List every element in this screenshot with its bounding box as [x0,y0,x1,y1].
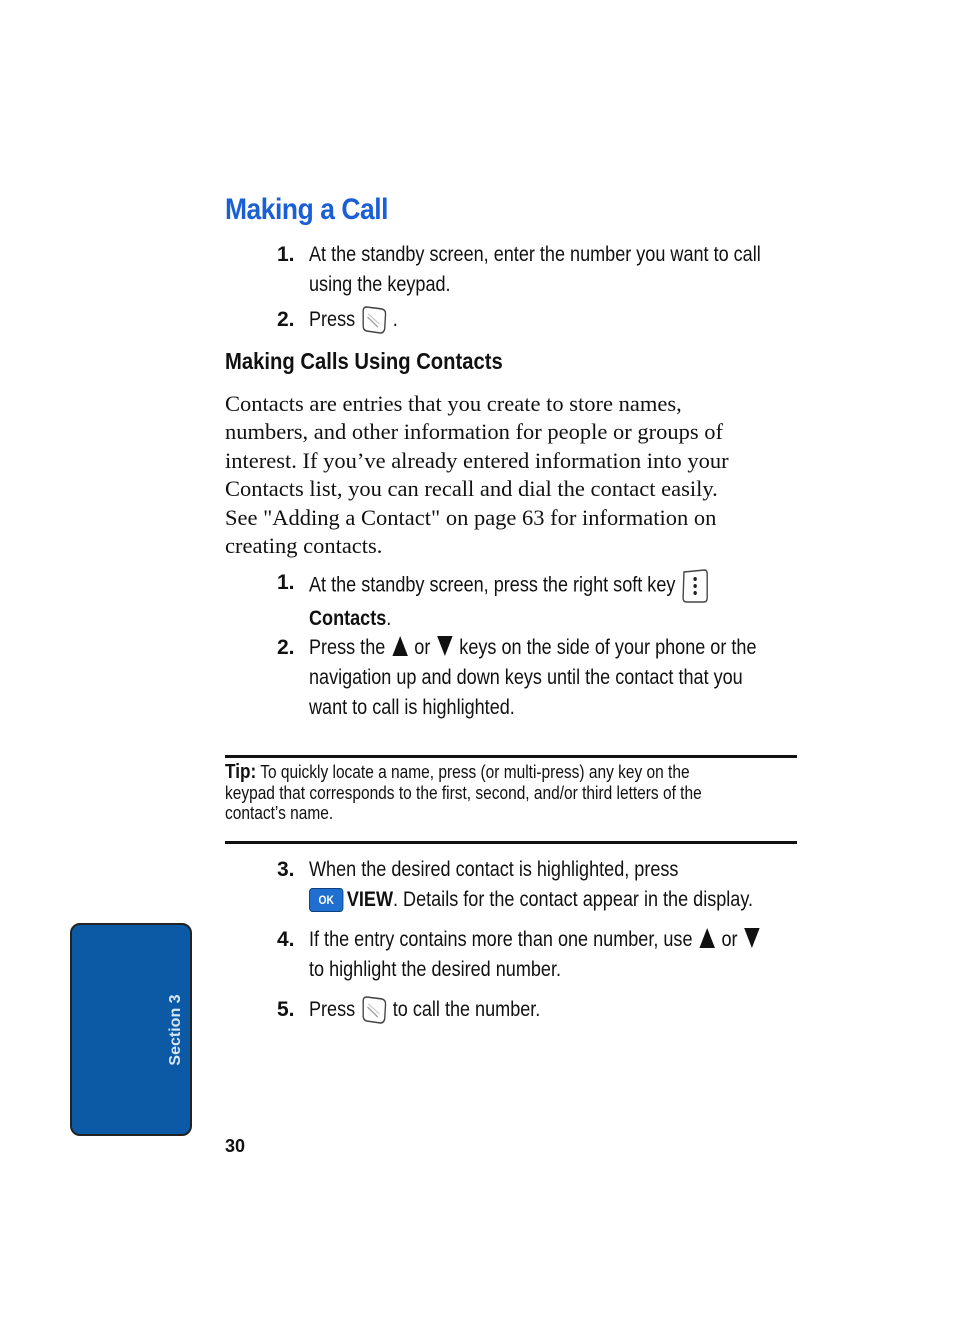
step-bold-text: VIEW [346,888,393,911]
tip-label: Tip: [225,761,257,783]
step-number: 2. [277,308,295,331]
step-text: . [392,308,398,331]
paragraph-line: numbers, and other information for people or groups of [225,419,723,445]
tip-text: keypad that corresponds to the first, second, and/or third letters of the [225,782,702,803]
up-arrow-icon [392,636,407,656]
step-text: to highlight the desired number. [309,958,562,981]
ok-key-icon [309,888,343,912]
step-text: to call the number. [392,998,541,1021]
step-number: 2. [277,636,295,659]
step-text: At the standby screen, press the right soft key [309,573,676,597]
step-number: 4. [277,928,295,951]
page-number: 30 [225,1136,246,1156]
paragraph-line: Contacts are entries that you create to store names, [225,391,682,416]
send-key-icon [360,305,388,335]
step-number: 3. [277,858,295,881]
tip-text: contact’s name. [225,803,334,823]
step-text: or [414,636,431,659]
send-key-icon [360,995,388,1025]
step-text: . Details for the contact appear in the display. [392,888,754,911]
paragraph-line: interest. If you’ve already entered information into your [225,447,729,473]
down-arrow-icon [437,636,452,656]
paragraph-line: Contacts list, you can recall and dial the contact easily. [225,476,718,502]
section-subheading: Making Calls Using Contacts [225,348,503,374]
divider [225,755,797,758]
tip-note [225,762,775,824]
paragraph-line: See "Adding a Contact" on page 63 for information on [225,504,717,530]
up-arrow-icon [699,928,714,948]
step-bold-text: Contacts [309,607,387,630]
ok-key-label: OK [318,893,334,908]
step-text: keys on the side of your phone or the [459,636,757,659]
step-number: 5. [277,998,295,1021]
page-title: Making a Call [225,193,388,226]
step-text: . [386,607,392,630]
step-number: 1. [277,243,295,266]
section-tab-label: Section 3 [167,994,184,1066]
step-text: If the entry contains more than one number, use [309,928,693,951]
right-soft-key-icon [680,568,709,604]
tip-text: To quickly locate a name, press (or multi-press) any key on the [256,762,690,782]
body-paragraph [225,390,805,560]
step-text: or [721,928,738,951]
step-text: using the keypad. [309,273,451,296]
divider [225,841,797,844]
step-text: Press the [309,636,386,659]
step-text: When the desired contact is highlighted, press [309,858,679,881]
step-text: At the standby screen, enter the number you want to call [309,243,761,266]
step-number: 1. [277,571,295,594]
paragraph-line: creating contacts. [225,533,383,559]
down-arrow-icon [744,928,759,948]
step-text: Press [309,308,356,331]
step-text: navigation up and down keys until the contact that you [309,666,743,689]
step-text: Press [309,998,356,1021]
step-text: want to call is highlighted. [309,696,515,719]
